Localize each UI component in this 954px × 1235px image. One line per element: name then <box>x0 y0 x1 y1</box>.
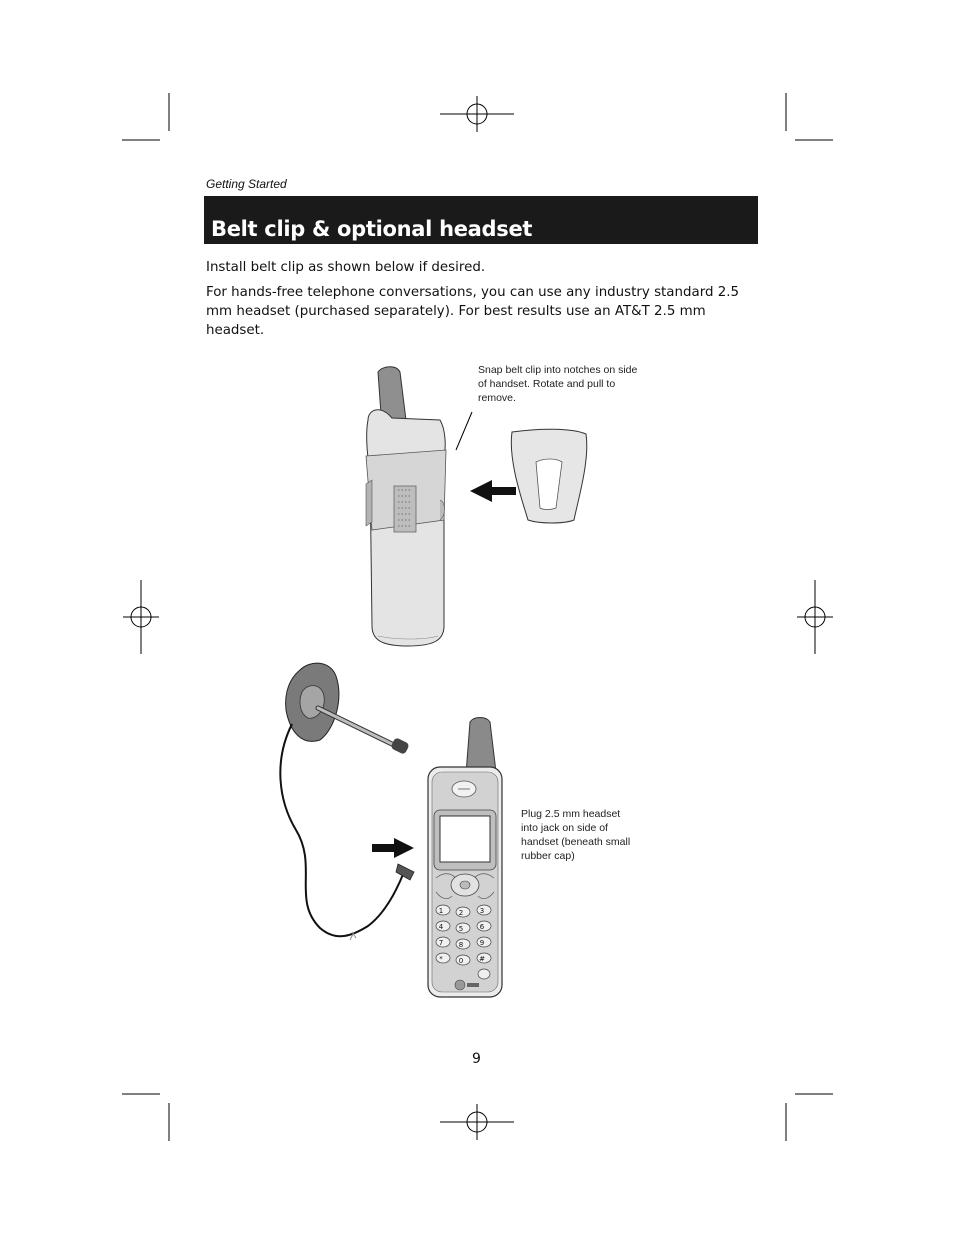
page-number: 9 <box>472 1051 481 1067</box>
headset <box>280 663 414 940</box>
belt-clip <box>511 429 587 523</box>
key-label: 0 <box>458 957 464 965</box>
callout-line <box>456 412 472 450</box>
handset-side-view <box>366 367 446 646</box>
key-label: 6 <box>479 923 485 931</box>
belt-clip-caption: Snap belt clip into notches on side of handset. Rotate and pull to remove. <box>478 364 638 404</box>
key-label: # <box>479 955 485 963</box>
headset-caption: Plug 2.5 mm headset into jack on side of handset (beneath small rubber cap) <box>521 808 631 862</box>
key-label: * <box>439 955 443 963</box>
key-label: 3 <box>479 907 485 915</box>
paragraph: For hands-free telephone conversations, you can use any industry standard 2.5 mm headset (purchased separately). For best results use an AT&T 2.5 mm headset. <box>206 285 740 338</box>
arrow-right-icon <box>372 838 414 858</box>
key-label: 2 <box>458 909 464 917</box>
key-label: 7 <box>438 939 444 947</box>
handset-front-view <box>428 718 502 998</box>
key-label: 8 <box>458 941 464 949</box>
brand-logo-icon <box>455 980 465 990</box>
key-label: 4 <box>438 923 444 931</box>
key-label: 1 <box>438 907 444 915</box>
section-label: Getting Started <box>206 177 287 191</box>
paragraph: Install belt clip as shown below if desired. <box>206 260 486 275</box>
key-label: 5 <box>458 925 464 933</box>
page-title: Belt clip & optional headset <box>211 217 533 241</box>
arrow-left-icon <box>470 480 516 502</box>
title-bar <box>204 196 758 244</box>
key-label: 9 <box>479 939 485 947</box>
